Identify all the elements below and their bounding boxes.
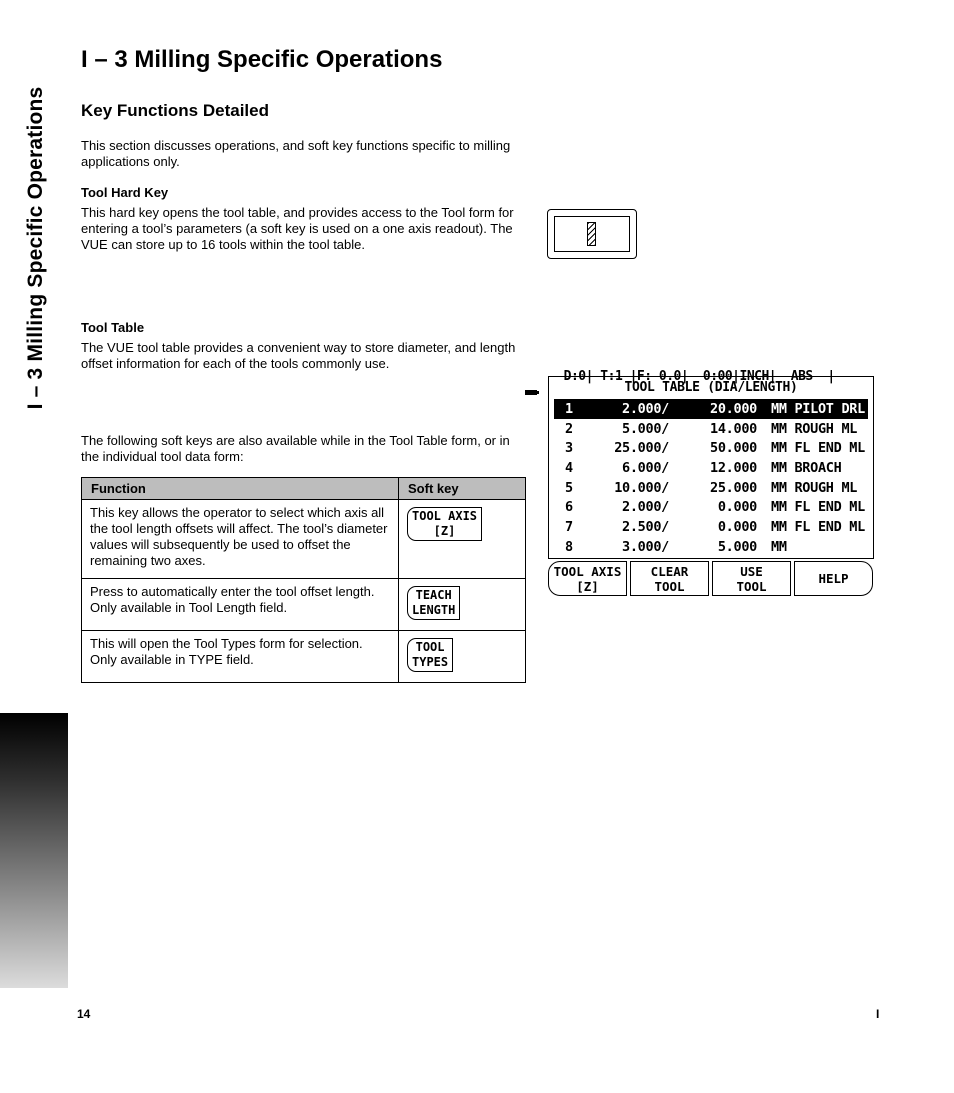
- tool-number: 5: [565, 479, 573, 496]
- tool-type: MM PILOT DRL: [771, 401, 865, 417]
- table-row[interactable]: [554, 458, 868, 478]
- tool-length: 12.000: [710, 460, 757, 477]
- tool-number: 7: [565, 519, 573, 536]
- tool-diameter: 3.000/: [622, 538, 669, 555]
- tool-type: MM ROUGH ML: [771, 479, 858, 496]
- tool-number: 8: [565, 538, 573, 555]
- softkey-cell: [399, 500, 526, 579]
- tool-diameter: 2.500/: [622, 519, 669, 536]
- function-description: This key allows the operator to select which axis all the tool length offsets will affect. The tool’s diameter values will subsequently be used to offset the remaining two axes.: [82, 500, 399, 579]
- table-row[interactable]: [554, 399, 868, 419]
- table-row: [82, 579, 526, 631]
- tool-diameter: 25.000/: [614, 440, 669, 457]
- table-row[interactable]: [554, 537, 868, 557]
- tool-length: 50.000: [710, 440, 757, 457]
- intro-text: This section discusses operations, and soft key functions specific to milling applications only.: [81, 138, 511, 169]
- tool-length: 0.000: [717, 519, 757, 536]
- function-description: Press to automatically enter the tool offset length. Only available in Tool Length field.: [82, 579, 399, 631]
- tool-axis-softkey[interactable]: TOOL AXIS [Z]: [407, 507, 482, 541]
- tool-length: 0.000: [717, 499, 757, 516]
- tool-type: MM FL END ML: [771, 519, 865, 536]
- section-heading: Key Functions Detailed: [81, 101, 269, 120]
- tool-length: 25.000: [710, 479, 757, 496]
- table-row[interactable]: [554, 478, 868, 498]
- table-row: [82, 500, 526, 579]
- tool-number: 2: [565, 420, 573, 437]
- softkey-cell: [399, 631, 526, 683]
- teach-length-softkey[interactable]: TEACH LENGTH: [407, 586, 460, 620]
- side-tab-title: I – 3 Milling Specific Operations: [24, 86, 47, 410]
- softkey-bar: [548, 561, 873, 595]
- function-table: [81, 477, 526, 683]
- tool-number: 1: [565, 401, 573, 417]
- tool-hard-key-text: This hard key opens the tool table, and provides access to the Tool form for entering a tool’s parameters (a soft key is used on a one axis readout). The VUE can store up to 16 tools within the tool table.: [81, 205, 514, 252]
- soft-keys-intro: The following soft keys are also available while in the Tool Table form, or in the individual tool data form:: [81, 433, 510, 464]
- header-function: Function: [82, 478, 399, 500]
- tool-type: MM BROACH: [771, 460, 842, 477]
- status-text: D:0| T:1 |F: 0.0| 0:00|INCH| ABS |: [563, 369, 835, 384]
- tool-table-screen: [548, 376, 874, 559]
- tool-hard-key[interactable]: [547, 209, 637, 259]
- clear-tool-button[interactable]: CLEAR TOOL: [630, 561, 709, 596]
- tool-type: MM FL END ML: [771, 499, 865, 516]
- screen-title: TOOL TABLE (DIA/LENGTH): [624, 380, 798, 395]
- side-tab: [0, 0, 68, 988]
- tool-diameter: 5.000/: [622, 420, 669, 437]
- softkey-cell: [399, 579, 526, 631]
- side-tab-gradient: [0, 713, 68, 988]
- tool-axis-button[interactable]: TOOL AXIS [Z]: [548, 561, 627, 596]
- chapter-marker: I: [876, 1007, 880, 1021]
- function-description: This will open the Tool Types form for selection. Only available in TYPE field.: [82, 631, 399, 683]
- use-tool-button[interactable]: USE TOOL: [712, 561, 791, 596]
- tool-hard-key-face: [554, 216, 630, 252]
- table-row: [82, 631, 526, 683]
- tool-icon: [587, 222, 596, 246]
- tool-types-softkey[interactable]: TOOL TYPES: [407, 638, 453, 672]
- tool-type: MM: [771, 538, 787, 555]
- tool-diameter: 2.000/: [622, 401, 669, 417]
- table-header-row: [82, 478, 526, 500]
- header-soft-key: Soft key: [399, 478, 526, 500]
- table-row[interactable]: [554, 517, 868, 537]
- tool-table-text: The VUE tool table provides a convenient way to store diameter, and length offset information for each of the tools commonly use.: [81, 340, 516, 371]
- battery-icon: [524, 387, 540, 397]
- tool-number: 6: [565, 499, 573, 516]
- tool-number: 4: [565, 460, 573, 477]
- tool-diameter: 6.000/: [622, 460, 669, 477]
- tool-hard-key-heading: Tool Hard Key: [81, 185, 169, 200]
- tool-type: MM FL END ML: [771, 440, 865, 457]
- table-row[interactable]: [554, 419, 868, 439]
- tool-diameter: 2.000/: [622, 499, 669, 516]
- page-number: 14: [77, 1007, 91, 1021]
- tool-length: 5.000: [717, 538, 757, 555]
- table-row[interactable]: [554, 497, 868, 517]
- tool-length: 20.000: [710, 401, 757, 417]
- tool-length: 14.000: [710, 420, 757, 437]
- page-title: I – 3 Milling Specific Operations: [81, 46, 443, 73]
- tool-number: 3: [565, 440, 573, 457]
- tool-table-heading: Tool Table: [81, 320, 145, 335]
- tool-type: MM ROUGH ML: [771, 420, 858, 437]
- tool-diameter: 10.000/: [614, 479, 669, 496]
- table-row[interactable]: [554, 438, 868, 458]
- help-button[interactable]: HELP: [794, 561, 873, 596]
